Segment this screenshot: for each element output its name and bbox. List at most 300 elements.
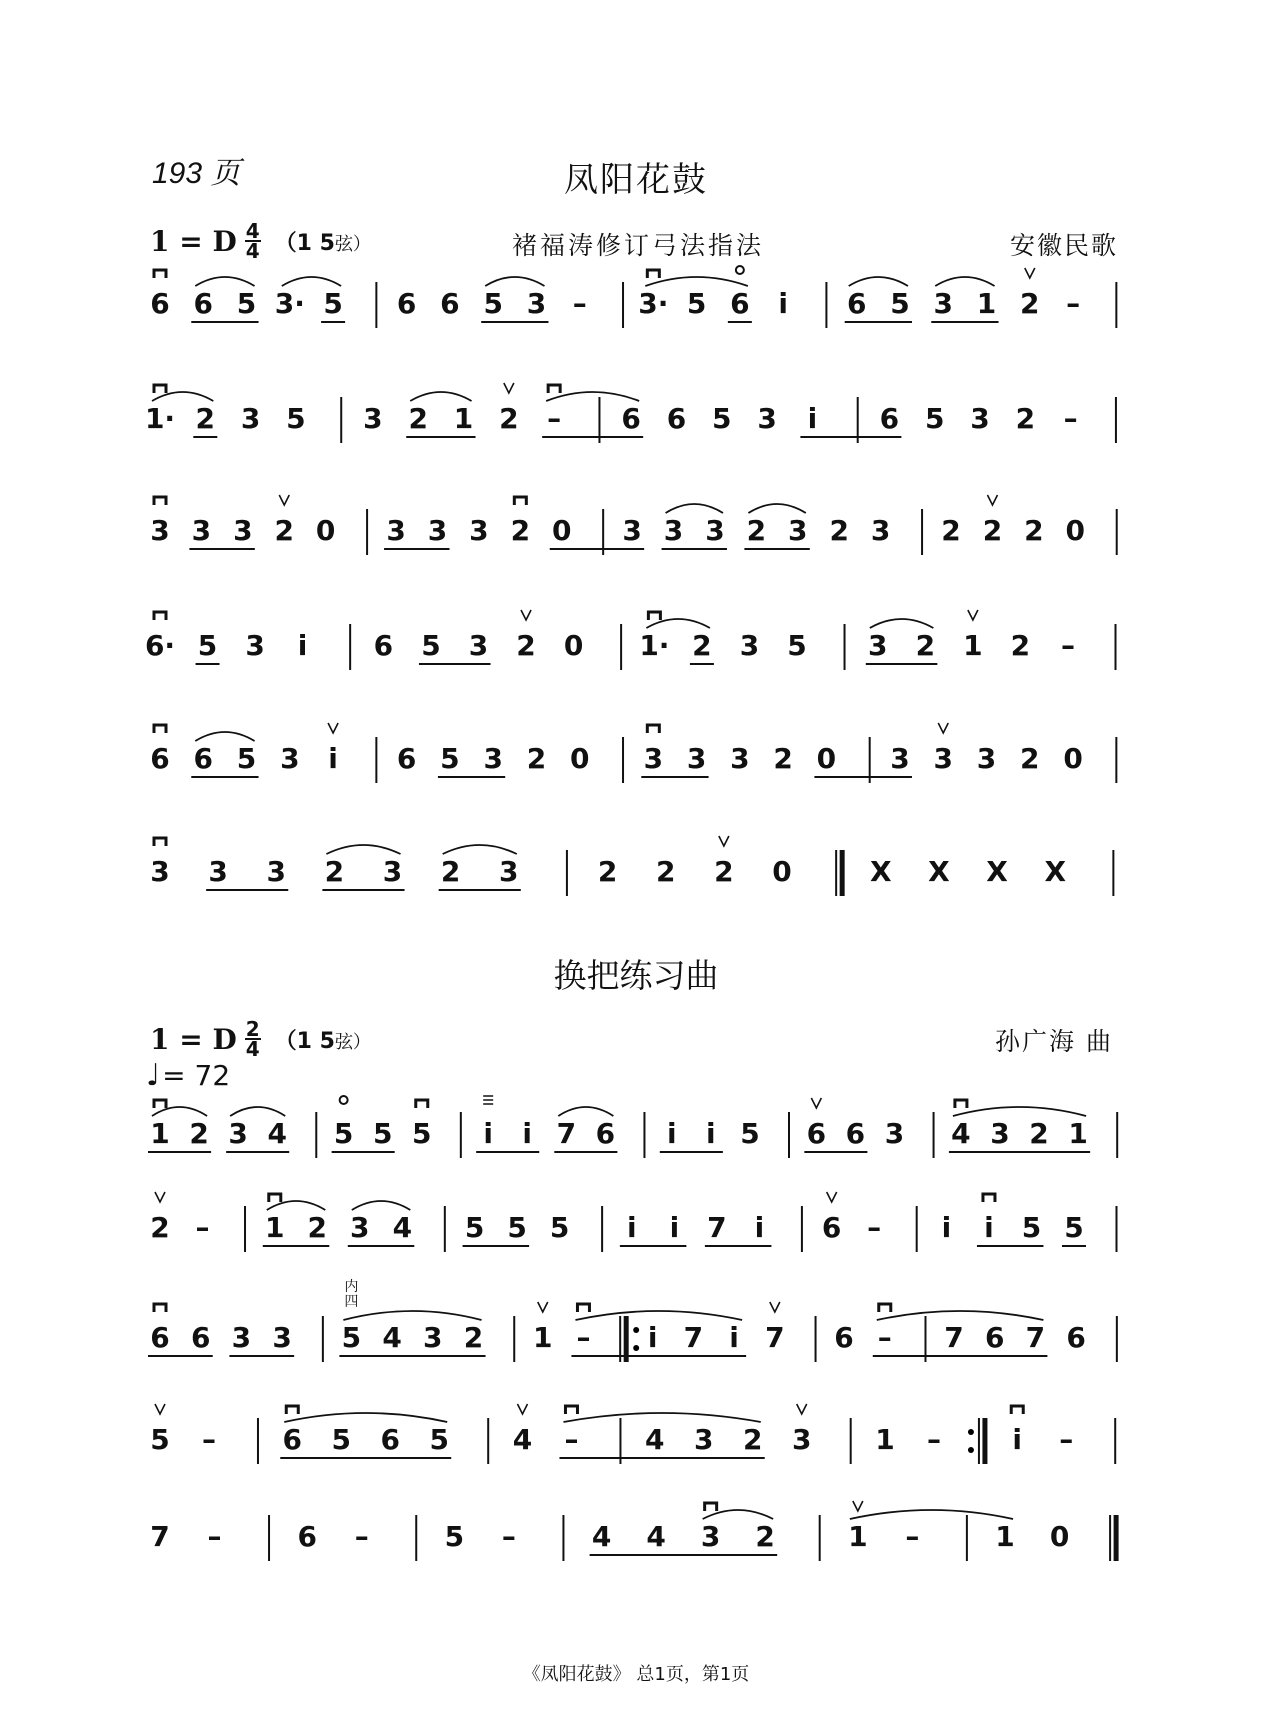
note: 6	[834, 1321, 854, 1354]
down-bow-icon	[154, 838, 166, 846]
dash-note: –	[1059, 1423, 1074, 1456]
slur	[748, 504, 805, 513]
down-bow-icon	[154, 385, 166, 393]
note: 2	[307, 1211, 328, 1244]
note: 6	[1066, 1321, 1086, 1354]
note: 5	[286, 402, 306, 435]
note: 1	[265, 1211, 285, 1244]
dash-note: –	[867, 1211, 882, 1244]
piece2-row	[0, 1090, 1272, 1170]
piece1-time-signature	[245, 219, 261, 263]
note: i	[1012, 1423, 1023, 1456]
fingering-mark-bottom: 四	[344, 1294, 359, 1310]
note: 3	[730, 742, 750, 775]
up-bow-icon	[155, 1404, 165, 1414]
barline	[836, 850, 842, 896]
up-bow-icon	[987, 495, 997, 505]
down-bow-icon	[565, 1406, 577, 1414]
slur	[443, 845, 517, 854]
note: 1	[532, 1321, 553, 1354]
note: 6	[297, 1520, 317, 1553]
piece1-tuning-suffix: 弦）	[334, 233, 371, 255]
piece1-row	[0, 260, 1272, 340]
quarter-note-icon: ♩	[146, 1058, 161, 1093]
note: i	[522, 1117, 533, 1150]
down-bow-icon	[705, 1503, 717, 1511]
note: X	[928, 855, 950, 888]
dash-note: –	[501, 1520, 516, 1553]
slur	[877, 1311, 1044, 1320]
slur	[558, 1107, 613, 1116]
piece2-key-signature	[150, 1017, 371, 1061]
piece1-row	[0, 828, 1272, 908]
piece2-time-signature	[245, 1017, 261, 1061]
note: 3	[382, 855, 403, 888]
note: 6	[821, 1211, 842, 1244]
down-bow-icon	[154, 1100, 166, 1108]
down-bow-icon	[154, 612, 166, 620]
piece2-row	[0, 1279, 1272, 1374]
note: 2	[150, 1211, 170, 1244]
note: 5	[1064, 1211, 1084, 1244]
note: 3	[788, 514, 808, 547]
note: 2	[1015, 402, 1036, 435]
note: 6	[440, 287, 460, 320]
slur	[485, 277, 544, 286]
fingering-mark-top: 内	[344, 1279, 359, 1295]
note: 5	[549, 1211, 570, 1244]
barline	[968, 1418, 985, 1464]
note: 7	[150, 1520, 170, 1553]
up-bow-icon	[811, 1098, 821, 1108]
note: 5	[464, 1211, 485, 1244]
note: 3	[469, 514, 489, 547]
note: 3	[231, 1321, 252, 1354]
note: 5	[444, 1520, 465, 1553]
note: 2	[499, 402, 519, 435]
note: 3	[526, 287, 547, 320]
note: 3	[933, 287, 953, 320]
note: i	[941, 1211, 952, 1244]
note: i	[729, 1321, 739, 1354]
note: i	[754, 1211, 765, 1244]
note: 3·	[638, 287, 669, 320]
dash-note: –	[207, 1520, 222, 1553]
note: 5	[686, 287, 707, 320]
dash-note: –	[1063, 402, 1078, 435]
note: 2	[189, 1117, 209, 1150]
note: 5	[197, 629, 218, 662]
note: 1	[995, 1520, 1015, 1553]
note: 1	[875, 1423, 895, 1456]
note: 2	[742, 1423, 763, 1456]
slur	[195, 732, 254, 741]
note: 2	[1020, 287, 1040, 320]
piece1-row	[0, 715, 1272, 795]
note: 3	[468, 629, 489, 662]
up-bow-icon	[770, 1302, 780, 1312]
piece2-row-marks	[0, 1396, 1272, 1476]
piece2-row	[0, 1184, 1272, 1264]
note: 3	[245, 629, 265, 662]
barline	[1110, 1515, 1116, 1561]
piece2-key: 1 = D	[150, 1022, 237, 1056]
note: 6	[879, 402, 900, 435]
note: 0	[1063, 742, 1083, 775]
up-bow-icon	[504, 383, 514, 393]
note: 2	[941, 514, 961, 547]
note: 2	[597, 855, 618, 888]
note: 6	[396, 742, 417, 775]
down-bow-icon	[647, 725, 659, 733]
note: X	[870, 855, 892, 888]
note: 7	[707, 1211, 727, 1244]
note: 6	[150, 1321, 170, 1354]
note: 3	[739, 629, 760, 662]
slur	[343, 1311, 481, 1320]
note: 4	[646, 1520, 666, 1553]
note: 2	[773, 742, 793, 775]
note: 3	[150, 855, 170, 888]
note: 2	[755, 1520, 775, 1553]
note: 0	[570, 742, 590, 775]
note: 4	[267, 1117, 287, 1150]
up-bow-icon	[538, 1302, 548, 1312]
piece1-row-marks	[0, 602, 1272, 682]
note: 3	[933, 742, 953, 775]
note: 3	[622, 514, 642, 547]
note: i	[297, 629, 308, 662]
up-bow-icon	[719, 836, 729, 846]
slur	[410, 392, 471, 401]
down-bow-icon	[1011, 1406, 1023, 1414]
note: 1·	[144, 402, 176, 435]
piece1-key-signature	[150, 219, 371, 263]
note: 0	[563, 629, 584, 662]
dash-note: –	[564, 1423, 579, 1456]
dash-note: –	[547, 402, 562, 435]
note: 6	[193, 287, 214, 320]
note: 6	[845, 1117, 866, 1150]
footer: 《凤阳花鼓》 总1页，第1页	[522, 1664, 750, 1685]
note: 1	[150, 1117, 170, 1150]
note: 6	[806, 1117, 827, 1150]
note: 3	[233, 514, 253, 547]
note: 1·	[639, 629, 670, 662]
note: 5	[421, 629, 441, 662]
note: 3	[266, 855, 286, 888]
piece1-composer: 安徽民歌	[1010, 231, 1119, 260]
note: 2	[1024, 514, 1044, 547]
dash-note: –	[905, 1520, 920, 1553]
up-bow-icon	[155, 1192, 165, 1202]
slur	[870, 619, 934, 628]
note: 2	[915, 629, 936, 662]
note: 5	[483, 287, 503, 320]
note: 6	[193, 742, 214, 775]
note: 5	[341, 1321, 362, 1354]
note: 3	[350, 1211, 370, 1244]
slur	[326, 845, 400, 854]
note: 3	[970, 402, 990, 435]
note: i	[778, 287, 788, 320]
note: 5	[333, 1117, 354, 1150]
piece2-row	[0, 1493, 1272, 1573]
note: 0	[1049, 1520, 1070, 1553]
note: 5	[890, 287, 910, 320]
note: 5	[150, 1423, 170, 1456]
note: 6	[190, 1321, 211, 1354]
note: 3	[272, 1321, 292, 1354]
note: 2	[656, 855, 676, 888]
note: 2	[714, 855, 734, 888]
piece2-row	[0, 1396, 1272, 1476]
note: 5	[429, 1423, 449, 1456]
note: 3	[884, 1117, 905, 1150]
down-bow-icon	[154, 725, 166, 733]
note: 3	[363, 402, 383, 435]
note: 2	[746, 514, 767, 547]
slur	[152, 1107, 207, 1116]
piece1-time-bottom: 4	[245, 239, 260, 263]
note: 2	[516, 629, 536, 662]
piece1-row-marks	[0, 260, 1272, 340]
note: X	[1044, 855, 1067, 888]
note: 2	[510, 514, 531, 547]
note: 5	[412, 1117, 432, 1150]
note: 4	[644, 1423, 665, 1456]
note: 0	[1065, 514, 1086, 547]
note: 6	[595, 1117, 616, 1150]
note: 3	[423, 1321, 443, 1354]
slur	[666, 504, 723, 513]
piece1-time-top: 4	[245, 219, 260, 243]
piece1-tuning	[275, 226, 371, 257]
piece2-composer: 孙广海 曲	[995, 1027, 1113, 1056]
note: i	[669, 1211, 680, 1244]
note: 6	[666, 402, 687, 435]
slur	[850, 1510, 1013, 1519]
note: 3	[757, 402, 777, 435]
note: 5	[440, 742, 460, 775]
note: i	[328, 742, 338, 775]
note: 6	[150, 742, 170, 775]
down-bow-icon	[955, 1100, 967, 1108]
slur	[282, 277, 341, 286]
slur	[703, 1510, 774, 1519]
up-bow-icon	[938, 723, 948, 733]
note: 2	[274, 514, 294, 547]
slur	[645, 277, 748, 286]
dash-note: –	[877, 1321, 892, 1354]
down-bow-icon	[154, 1304, 166, 1312]
note: i	[483, 1117, 493, 1150]
slur	[646, 619, 710, 628]
down-bow-icon	[983, 1194, 995, 1202]
note: 5	[712, 402, 732, 435]
piece1-row	[0, 487, 1272, 567]
piece2-title: 换把练习曲	[553, 956, 719, 995]
note: i	[984, 1211, 994, 1244]
note: 5	[1021, 1211, 1042, 1244]
note: 3	[643, 742, 664, 775]
dash-note: –	[576, 1321, 591, 1354]
down-bow-icon	[286, 1406, 298, 1414]
note: i	[666, 1117, 677, 1150]
piece2-tuning	[275, 1024, 371, 1055]
up-bow-icon	[328, 723, 338, 733]
note: 3	[686, 742, 707, 775]
note: 0	[315, 514, 336, 547]
dash-note: –	[195, 1211, 210, 1244]
note: 2	[1029, 1117, 1049, 1150]
up-bow-icon	[827, 1192, 837, 1202]
down-bow-icon	[647, 270, 659, 278]
down-bow-icon	[154, 497, 166, 505]
note: 6	[373, 629, 394, 662]
note: 3	[427, 514, 448, 547]
piece1-row	[0, 375, 1272, 455]
note: 4	[591, 1520, 612, 1553]
note: 2	[440, 855, 461, 888]
down-bow-icon	[577, 1304, 589, 1312]
note: X	[986, 855, 1008, 888]
piece2-row-marks	[0, 1493, 1272, 1573]
slur	[575, 1311, 742, 1320]
note: 3	[705, 514, 725, 547]
note: 2	[692, 629, 712, 662]
piece2-tempo	[146, 1058, 230, 1093]
note: 6·	[144, 629, 176, 662]
note: 3	[976, 742, 997, 775]
slur	[230, 1107, 285, 1116]
down-bow-icon	[548, 385, 560, 393]
note: 3	[499, 855, 519, 888]
note: 6	[730, 287, 750, 320]
note: 7	[683, 1321, 704, 1354]
note: 6	[380, 1423, 400, 1456]
up-bow-icon	[279, 495, 289, 505]
dash-note: –	[1066, 287, 1081, 320]
note: 6	[984, 1321, 1005, 1354]
slur	[267, 1201, 326, 1210]
piece2-time-bottom: 4	[245, 1037, 260, 1061]
slur	[563, 1413, 760, 1422]
note: 3	[280, 742, 300, 775]
piece1-subtitle: 褚福涛修订弓法指法	[512, 231, 765, 260]
repeat-dot	[968, 1447, 974, 1453]
up-bow-icon	[797, 1404, 807, 1414]
up-bow-icon	[1025, 268, 1035, 278]
note: 6	[150, 287, 170, 320]
down-bow-icon	[879, 1304, 891, 1312]
down-bow-icon	[154, 270, 166, 278]
note: i	[627, 1211, 637, 1244]
note: 2	[408, 402, 428, 435]
note: 2	[829, 514, 849, 547]
note: 4	[392, 1211, 413, 1244]
note: 0	[816, 742, 837, 775]
repeat-dot	[633, 1327, 639, 1333]
slur	[953, 1107, 1086, 1116]
dash-note: –	[354, 1520, 369, 1553]
note: 3	[870, 514, 891, 547]
up-bow-icon	[968, 610, 978, 620]
piece2-tuning-main: （1 5	[274, 1028, 335, 1054]
dash-note: –	[926, 1423, 941, 1456]
note: 3	[483, 742, 503, 775]
note: 2	[526, 742, 547, 775]
note: 3	[240, 402, 261, 435]
note: 5	[323, 287, 343, 320]
piece1-row	[0, 602, 1272, 682]
up-bow-icon	[517, 1404, 527, 1414]
note: i	[807, 402, 818, 435]
note: 2	[1020, 742, 1040, 775]
piece1-tuning-main: （1 5	[274, 230, 335, 256]
harmonic-icon	[736, 266, 744, 274]
note: 5	[236, 742, 257, 775]
note: 3	[693, 1423, 714, 1456]
note: 7	[944, 1321, 964, 1354]
note: 3	[228, 1117, 248, 1150]
piece2-tuning-suffix: 弦）	[334, 1031, 371, 1053]
slur	[152, 392, 213, 401]
slur	[195, 277, 254, 286]
note: 2	[463, 1321, 484, 1354]
note: 5	[372, 1117, 393, 1150]
up-bow-icon	[853, 1501, 863, 1511]
note: i	[706, 1117, 716, 1150]
note: 3	[386, 514, 406, 547]
down-bow-icon	[648, 612, 660, 620]
fingering-mark	[344, 1280, 358, 1310]
up-bow-icon	[521, 610, 531, 620]
note: 3	[791, 1423, 812, 1456]
note: i	[647, 1321, 658, 1354]
note: 2	[195, 402, 216, 435]
note: 6	[621, 402, 641, 435]
note: 7	[556, 1117, 577, 1150]
note: 5	[924, 402, 945, 435]
slur	[849, 277, 908, 286]
note: 3	[868, 629, 888, 662]
down-bow-icon	[416, 1100, 428, 1108]
slur	[352, 1201, 411, 1210]
note: 3	[890, 742, 910, 775]
note: 1	[1068, 1117, 1088, 1150]
piece1-key: 1 = D	[150, 224, 237, 258]
note: 3·	[274, 287, 305, 320]
repeat-dot	[968, 1429, 974, 1435]
note: 2	[982, 514, 1003, 547]
note: 3	[150, 514, 170, 547]
note: 4	[512, 1423, 533, 1456]
repeat-dot	[633, 1345, 639, 1351]
note: 3	[663, 514, 684, 547]
page-number: 193 页	[152, 157, 241, 190]
note: 2	[324, 855, 345, 888]
note: 0	[551, 514, 572, 547]
note: 1	[963, 629, 983, 662]
dash-note: –	[572, 287, 587, 320]
dash-note: –	[201, 1423, 216, 1456]
note: 4	[382, 1321, 402, 1354]
note: 1	[976, 287, 997, 320]
slur	[935, 277, 994, 286]
slur	[284, 1413, 447, 1422]
note: 3	[208, 855, 228, 888]
